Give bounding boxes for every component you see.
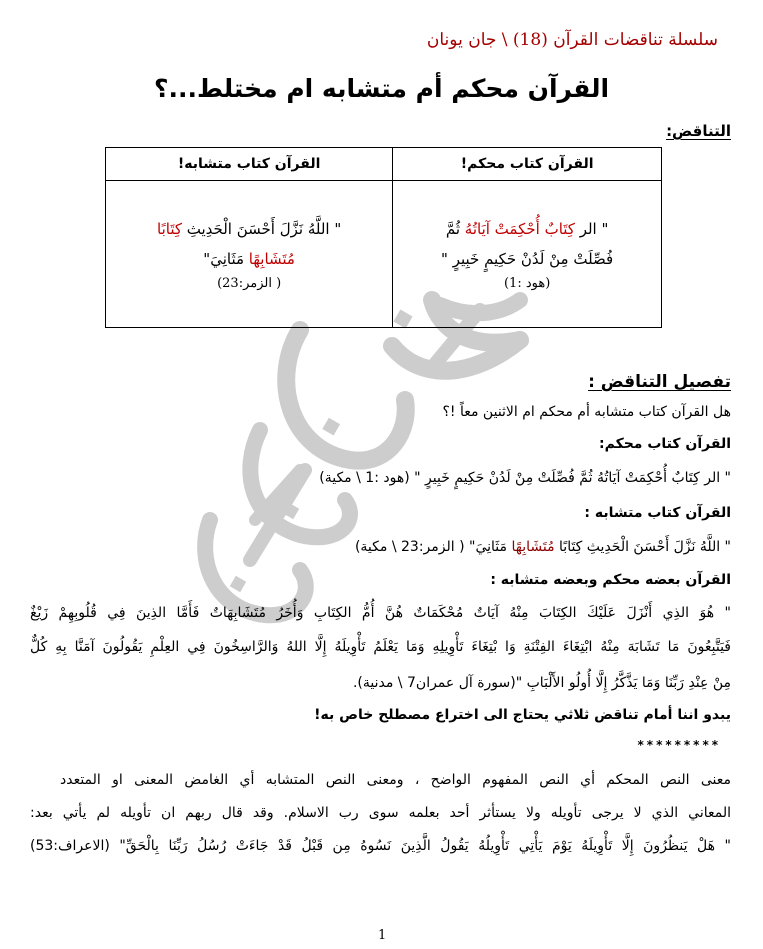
verse-highlight: كِتَابًا <box>157 220 182 238</box>
question-text: هل القرآن كتاب متشابه أم محكم ام الاثنين معاً !؟ <box>442 404 731 420</box>
page-title: القرآن محكم أم متشابه ام مختلط...؟ <box>153 74 610 103</box>
mixed-label: القرآن بعضه محكم وبعضه متشابه : <box>490 572 731 588</box>
muhkam-label: القرآن كتاب محكم: <box>599 436 731 452</box>
details-heading: تفصيل التناقض : <box>588 372 731 392</box>
series-title: سلسلة تناقضات القرآن (18) \ جان يونان <box>426 30 718 50</box>
mixed-verse-line: " هُوَ الذِي أَنْزَلَ عَلَيْكَ الكِتَابَ مِنْهُ آيَاتٌ مُحْكَمَاتٌ هُنَّ أُمُّ الكِتَابِ وَأُخَرُ مُتَشَابِهَاتٌ فَأَمَّا الذِينَ فِي قُلُوبِهِمْ زَيْغٌ <box>30 605 731 621</box>
cell-mutashabih-verse <box>106 181 393 328</box>
verse-text: الر <box>574 220 597 238</box>
verse-text: مَثَانِيَ" ( الزمر:23 \ مكية) <box>354 539 512 555</box>
verse-text: ثُمَّ <box>445 220 465 238</box>
contradiction-table <box>105 147 662 328</box>
verse-highlight: مُتَشَابِهًا <box>511 539 555 555</box>
verse-open-quote: " <box>596 220 609 238</box>
muhkam-verse: " الر كِتَابٌ أُحْكِمَتْ آيَاتُهُ ثُمَّ فُصِّلَتْ مِنْ لَدُنْ حَكِيمٍ خَبِيرٍ " (هود :1 \ مكية) <box>319 470 731 486</box>
header-muhkam: القرآن كتاب محكم! <box>393 148 662 181</box>
table-header-row <box>106 148 662 181</box>
page-number: 1 <box>378 928 387 943</box>
mutashabih-verse <box>355 539 731 555</box>
cell-muhkam-verse <box>393 181 662 328</box>
verse-reference: (هود :1) <box>503 276 551 291</box>
mixed-verse-line: مِنْ عِنْدِ رَبِّنَا وَمَا يَذَّكَّرُ إِلَّا أُولُو الأَلْبَابِ "(سورة آل عمران7 \ مدنية). <box>352 675 731 691</box>
header-mutashabih: القرآن كتاب متشابه! <box>106 148 393 181</box>
verse-text: " اللَّهُ نَزَّلَ أَحْسَنَ الْحَدِيثِ <box>181 220 342 238</box>
verse-text: مَثَانِيَ" <box>203 250 249 268</box>
explanation-line: المعاني الذي لا يرجى تأويله ولا يستأثر أحد بعلمه سوى رب الاسلام. وقد قال ربهم ان تأويله لم يأتي بعد: <box>30 805 731 821</box>
table-row <box>106 181 662 328</box>
explanation-line: " هَلْ يَنظُرُونَ إِلَّا تَأْوِيلَهُ يَوْمَ يَأْتِي تَأْوِيلُهُ يَقُولُ الَّذِينَ نَسُوهُ مِن قَبْلُ قَدْ جَاءَتْ رُسُلُ رَبِّنَا بِالْحَقِّ" (الاعراف:53) <box>30 838 731 854</box>
contradiction-label: التناقض: <box>666 122 731 140</box>
verse-highlight: كِتَابٌ أُحْكِمَتْ آيَاتُهُ <box>464 220 575 238</box>
verse-text: فُصِّلَتْ مِنْ لَدُنْ حَكِيمٍ خَبِيرٍ " <box>441 250 614 268</box>
mixed-verse-line: فَيَتَّبِعُونَ مَا تَشَابَهَ مِنْهُ ابْتِغَاءَ الفِتْنَةِ وَا بْتِغَاءَ تَأْوِيلِهِ وَمَا يَعْلَمُ تَأْوِيلَهُ إِلَّا اللهُ وَالرَّاسِخُونَ فِي العِلْمِ يَقُولُونَ آمَنَّا بِهِ كُلٌّ <box>30 639 731 655</box>
mutashabih-label: القرآن كتاب متشابه : <box>584 505 731 521</box>
verse-reference: ( الزمر:23) <box>217 276 282 291</box>
conclusion-text: يبدو اننا أمام تناقض ثلاثي يحتاج الى اختراع مصطلح خاص به! <box>314 707 731 723</box>
explanation-line: معنى النص المحكم أي النص المفهوم الواضح ، ومعنى النص المتشابه أي الغامض المعنى او المتعدد <box>60 772 731 788</box>
separator-stars: ********* <box>637 738 721 752</box>
verse-highlight: مُتَشَابِهًا <box>248 250 295 268</box>
verse-text: " اللَّهُ نَزَّلَ أَحْسَنَ الْحَدِيثِ كِتَابًا <box>554 539 731 555</box>
